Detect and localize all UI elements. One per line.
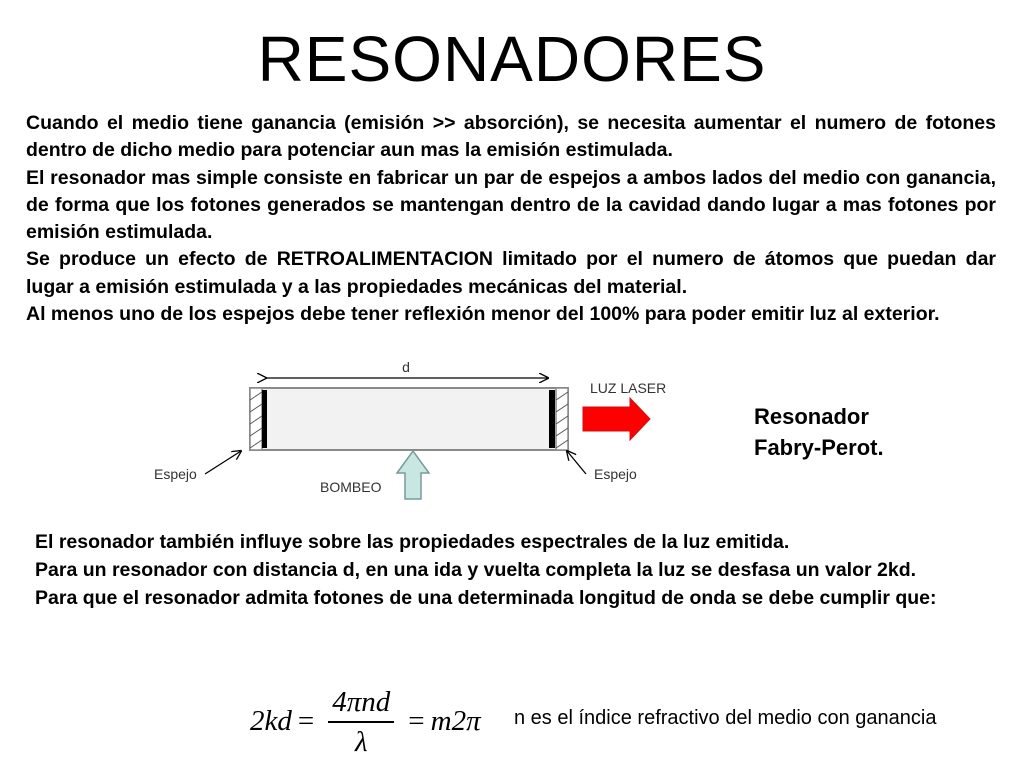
- pump-label: BOMBEO: [320, 479, 382, 495]
- laser-label: LUZ LASER: [590, 380, 667, 396]
- right-mirror-label: Espejo: [594, 466, 637, 482]
- lower-paragraph-1: El resonador también influye sobre las propiedades espectrales de la luz emitida.: [35, 531, 790, 553]
- formula-denominator: λ: [354, 725, 368, 758]
- intro-paragraph-1: Cuando el medio tiene ganancia (emisión >> absorción), se necesita aumentar el numero de fotones dentro de dicho medio para potenciar aun mas la emisión estimulada.: [26, 112, 996, 162]
- fabry-perot-title: [754, 401, 884, 463]
- formula-lhs: 2kd: [250, 705, 292, 738]
- fabry-perot-title-line1: Resonador: [754, 404, 869, 429]
- formula-equals-2: =: [408, 705, 425, 738]
- pump-arrow: [397, 451, 429, 499]
- intro-paragraph-4: Al menos uno de los espejos debe tener reflexión menor del 100% para poder emitir luz al exterior.: [26, 303, 940, 326]
- lower-paragraph-3: Para que el resonador admita fotones de una determinada longitud de onda se debe cumplir que:: [35, 587, 937, 609]
- formula-rhs: m2π: [430, 705, 481, 738]
- spectral-text: [35, 528, 975, 612]
- left-mirror: [250, 388, 267, 450]
- formula-fraction: [328, 683, 394, 761]
- gain-medium-cavity: [250, 388, 568, 450]
- left-mirror-pointer: [205, 451, 241, 474]
- resonance-formula: [250, 683, 481, 761]
- distance-label: d: [402, 359, 410, 375]
- intro-paragraph-2: El resonador mas simple consiste en fabricar un par de espejos a ambos lados del medio con ganancia, de forma que los fotones generados se mantengan dentro de la cavidad dando lugar a mas fotones por emisión estimulada.: [26, 166, 996, 244]
- slide-title: RESONADORES: [257, 23, 767, 95]
- fabry-perot-title-line2: Fabry-Perot.: [754, 435, 884, 460]
- formula-numerator: 4πnd: [332, 686, 391, 718]
- refractive-index-note: n es el índice refractivo del medio con ganancia: [514, 707, 937, 729]
- formula-equals-1: =: [297, 705, 315, 738]
- right-mirror: [549, 388, 568, 450]
- intro-paragraph-3: Se produce un efecto de RETROALIMENTACION limitado por el numero de átomos que puedan dar lugar a emisión estimulada y a las propiedades mecánicas del material.: [26, 248, 996, 298]
- lower-paragraph-2: Para un resonador con distancia d, en una ida y vuelta completa la luz se desfasa un valor 2kd.: [35, 559, 917, 581]
- laser-output-arrow: [583, 398, 650, 440]
- right-mirror-pointer: [567, 451, 586, 474]
- left-mirror-label: Espejo: [154, 466, 197, 482]
